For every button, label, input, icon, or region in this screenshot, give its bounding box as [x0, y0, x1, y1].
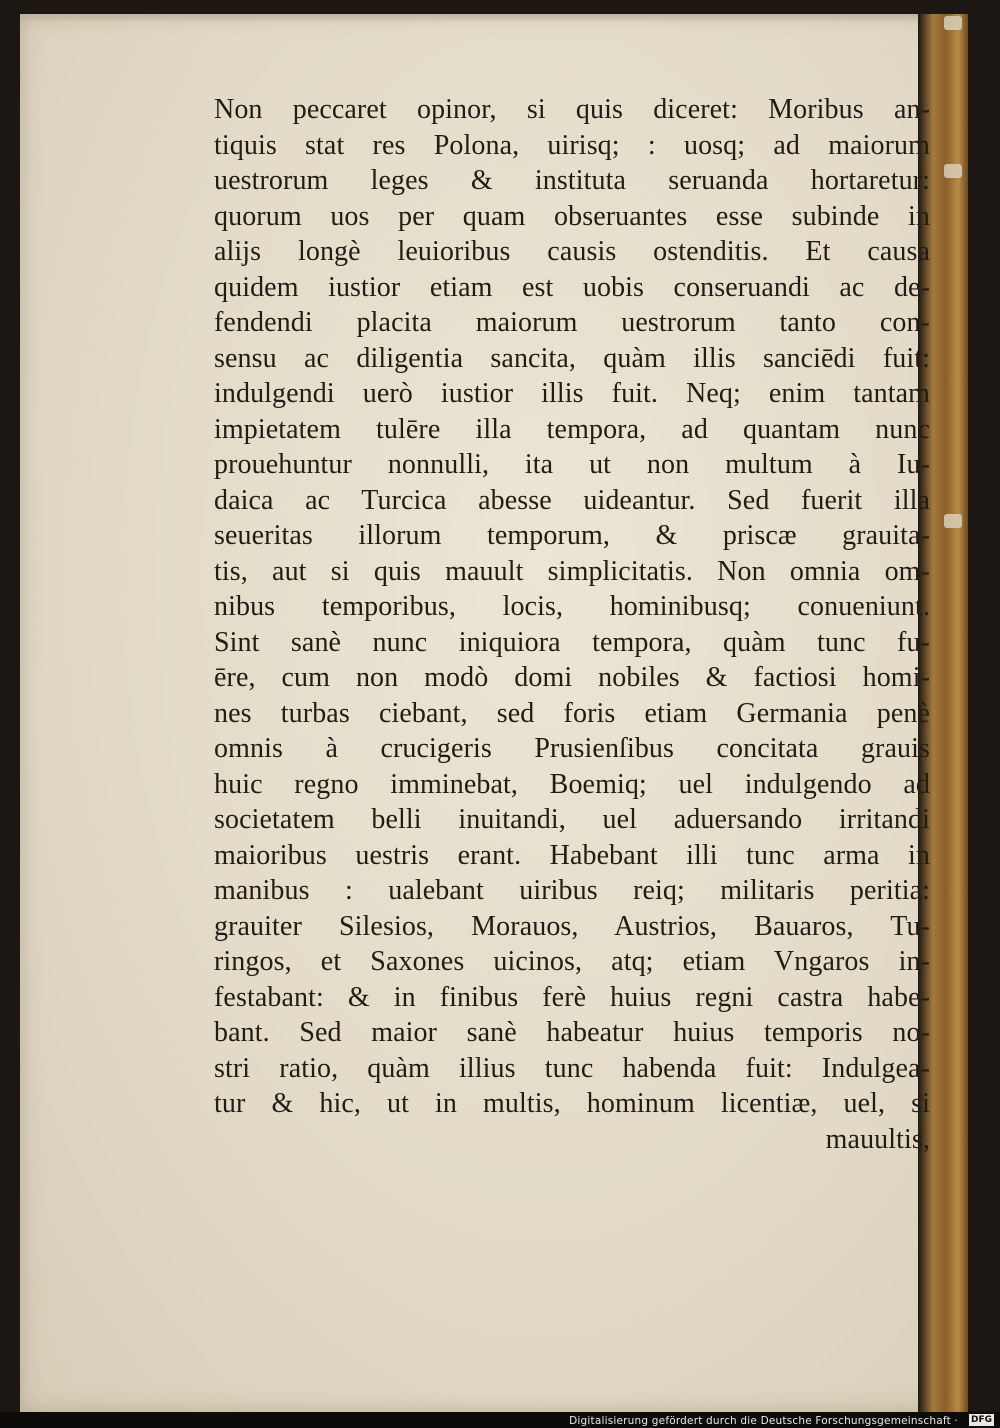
text-line: maioribus uestris erant. Habebant illi tunc arma in	[214, 839, 930, 871]
text-line: manibus : ualebant uiribus reiq; militaris peritia:	[214, 875, 930, 906]
text-line: stri ratio, quàm illius tunc habenda fuit: Indulgea-	[214, 1052, 930, 1084]
dfg-logo: DFG	[970, 1415, 992, 1425]
text-line: fendendi placita maiorum uestrorum tanto con-	[214, 307, 930, 338]
text-line: indulgendi uerò iustior illis fuit. Neq; enim tantam	[214, 378, 930, 409]
text-line: tiquis stat res Polona, uirisq; : uosq; ad maiorum	[214, 129, 930, 161]
text-line: festabant: & in finibus ferè huius regni castra habe-	[214, 981, 930, 1013]
text-line: omnis à crucigeris Prusienſibus concitata grauis	[214, 733, 930, 764]
text-line: grauiter Silesios, Morauos, Austrios, Bauaros, Tu-	[214, 910, 930, 942]
digitization-footer	[0, 1412, 1000, 1428]
spine-clasp	[944, 16, 962, 30]
text-line: alijs longè leuioribus causis ostenditis. Et causa	[214, 236, 930, 267]
spine-clasp	[944, 164, 962, 178]
text-line: ringos, et Saxones uicinos, atq; etiam Vngaros in-	[214, 946, 930, 977]
spine-clasp	[944, 514, 962, 528]
text-line: bant. Sed maior sanè habeatur huius temporis no-	[214, 1017, 930, 1048]
text-line: Non peccaret opinor, si quis diceret: Moribus an-	[214, 94, 930, 125]
text-line: nes turbas ciebant, sed foris etiam Germania penè	[214, 697, 930, 729]
page-edge-shadow	[20, 14, 968, 22]
text-line: societatem belli inuitandi, uel aduersando irritandi	[214, 804, 930, 835]
text-line: ēre, cum non modò domi nobiles & factiosi homi-	[214, 662, 930, 693]
funding-notice: Digitalisierung gefördert durch die Deutsche Forschungsgemeinschaft ·	[569, 1415, 958, 1427]
text-line: daica ac Turcica abesse uideantur. Sed fuerit illa	[214, 484, 930, 516]
text-line: prouehuntur nonnulli, ita ut non multum à Iu-	[214, 449, 930, 480]
text-line: sensu ac diligentia sancita, quàm illis sanciēdi fuit:	[214, 342, 930, 374]
body-text	[214, 92, 930, 1157]
text-line: tur & hic, ut in multis, hominum licentiæ, uel, si	[214, 1088, 930, 1119]
text-line: tis, aut si quis mauult simplicitatis. Non omnia om-	[214, 555, 930, 587]
text-line: nibus temporibus, locis, hominibusq; conueniunt.	[214, 591, 930, 622]
text-line: Sint sanè nunc iniquiora tempora, quàm tunc fu-	[214, 626, 930, 658]
text-line: uestrorum leges & instituta seruanda hortaretur:	[214, 165, 930, 196]
text-line: seueritas illorum temporum, & priscæ grauita-	[214, 520, 930, 551]
text-line: quorum uos per quam obseruantes esse subinde in	[214, 200, 930, 232]
text-line: quidem iustior etiam est uobis conseruandi ac de-	[214, 271, 930, 303]
text-line: impietatem tulēre illa tempora, ad quantam nunc	[214, 413, 930, 445]
text-line: huic regno imminebat, Boemiq; uel indulgendo ad	[214, 768, 930, 800]
catchword: mauultis,	[825, 1123, 930, 1155]
book-page	[20, 14, 968, 1412]
